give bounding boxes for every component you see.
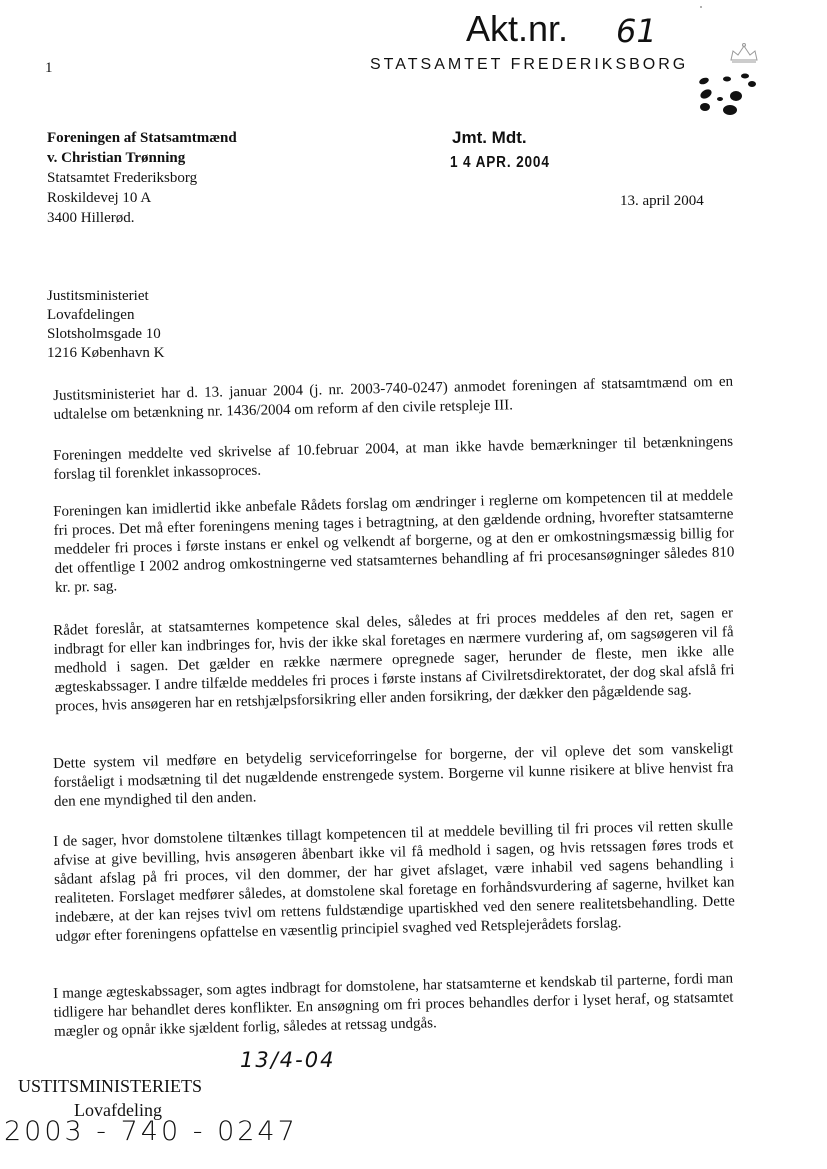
paragraph-2: Foreningen meddelte ved skrivelse af 10.februar 2004, at man ikke havde bemærkninger til betænkningens forslag til forenklet inkassoproces. — [53, 433, 734, 483]
frederiksborg-dots-logo — [690, 72, 760, 122]
paragraph-3: Foreningen kan imidlertid ikke anbefale Rådets forslag om ændringer i reglerne om kompetencen til at meddele fri proces. Det må efter foreningens mening tages i betragtning, at den gældende ordning, hvorefter statsamterne meddeler fri proces i første instans er enkel og velkendt af borgerne, og at den er omkostningsmæssig billig for det offentlige I 2002 androg omkostningerne ved statsamternes behandling af fri procesansøgninger således 810 kr. pr. sag. — [53, 487, 735, 596]
sender-office: Statsamtet Frederiksborg — [47, 170, 198, 186]
sender-address — [47, 128, 237, 228]
crown-icon — [728, 42, 760, 69]
recipient-address — [47, 287, 164, 363]
received-stamp-date: 1 4 APR. 2004 — [450, 154, 550, 171]
paragraph-7: I mange ægteskabssager, som agtes indbragt for domstolene, har statsamterne et kendskab til parterne, fordi man tidligere har behandlet deres konflikter. En ansøgning om fri proces behandles derfor i lyset heraf, og statsamtet mægler og opnår ikke sjældent forlig, således at retssag undgås. — [53, 970, 734, 1040]
recipient-city: 1216 København K — [47, 345, 165, 361]
paragraph-6: I de sager, hvor domstolene tiltænkes tillagt kompetencen til at meddele bevilling til fri proces vil retten skulle afvise at give bevilling, hvis ansøgeren åbenbart ikke vil få medhold i sagen, og hvis retssagen føres trods et sådant afslag på fri proces, vil den dommer, der har givet afslaget, være inhabil ved sagens behandling i realiteten. Forslaget medfører således, at domstolene skal foretage en forhåndsvurdering af sagerne, hvilket kan indebære, at der kan rejses tvivl om rettens fuldstændige upartiskhed ved den senere realitetsbehandling. Dette udgør efter foreningens opfattelse en væsentlig principiel svaghed ved Retsplejerådets forslag. — [53, 817, 736, 945]
office-letterhead: STATSAMTET FREDERIKSBORG — [370, 56, 689, 73]
handwritten-date: 13/4-04 — [240, 1048, 336, 1072]
sender-contact: v. Christian Trønning — [47, 150, 186, 166]
letter-date: 13. april 2004 — [620, 193, 704, 209]
received-stamp-office: Jmt. Mdt. — [452, 128, 527, 147]
ministry-stamp-name: USTITSMINISTERIETS — [18, 1076, 202, 1096]
akt-number-handwritten: 61 — [616, 12, 657, 50]
page-number: 1 — [45, 60, 53, 76]
paragraph-1: Justitsministeriet har d. 13. januar 2004 (j. nr. 2003-740-0247) anmodet foreningen af statsamtmænd om en udtalelse om betænkning nr. 1436/2004 om reform af den civile retspleje III. — [53, 373, 734, 423]
recipient-department: Lovafdelingen — [47, 307, 135, 323]
akt-label: Akt.nr. — [466, 8, 569, 49]
paragraph-4: Rådet foreslår, at statsamternes kompetence skal deles, således at fri proces meddeles af den ret, sagen er indbragt for eller kan indbringes for, hvis der ikke skal foretages en nærmere vurdering af, om sagsøgeren vil få medhold i sagen. Det gælder en række nærmere opregnede sager, herunder de fleste, men ikke alle ægteskabssager. I andre tilfælde meddeles fri proces i første instans af Civilretsdirektoratet, der dog skal afslå fri proces, hvis ansøgeren har en retshjælpsforsikring eller anden forsikring, der dækker den pågældende sag. — [53, 605, 735, 715]
ministry-stamp-department: Lovafdeling — [74, 1100, 162, 1120]
sender-street: Roskildevej 10 A — [47, 190, 152, 206]
recipient-ministry: Justitsministeriet — [47, 288, 149, 304]
recipient-street: Slotsholmsgade 10 — [47, 326, 161, 342]
scan-speck — [700, 6, 702, 8]
sender-name: Foreningen af Statsamtmænd — [47, 130, 237, 146]
sender-city: 3400 Hillerød. — [47, 210, 135, 226]
handwritten-case-number: 2003 - 740 - 0247 — [4, 1116, 298, 1147]
ministry-stamp — [18, 1074, 202, 1122]
paragraph-5: Dette system vil medføre en betydelig serviceforringelse for borgerne, der vil opleve det som vanskeligt forståeligt i modsætning til det nugældende enstrengede system. Borgerne vil kunne risikere at blive henvist fra den ene myndighed til den anden. — [53, 740, 734, 810]
